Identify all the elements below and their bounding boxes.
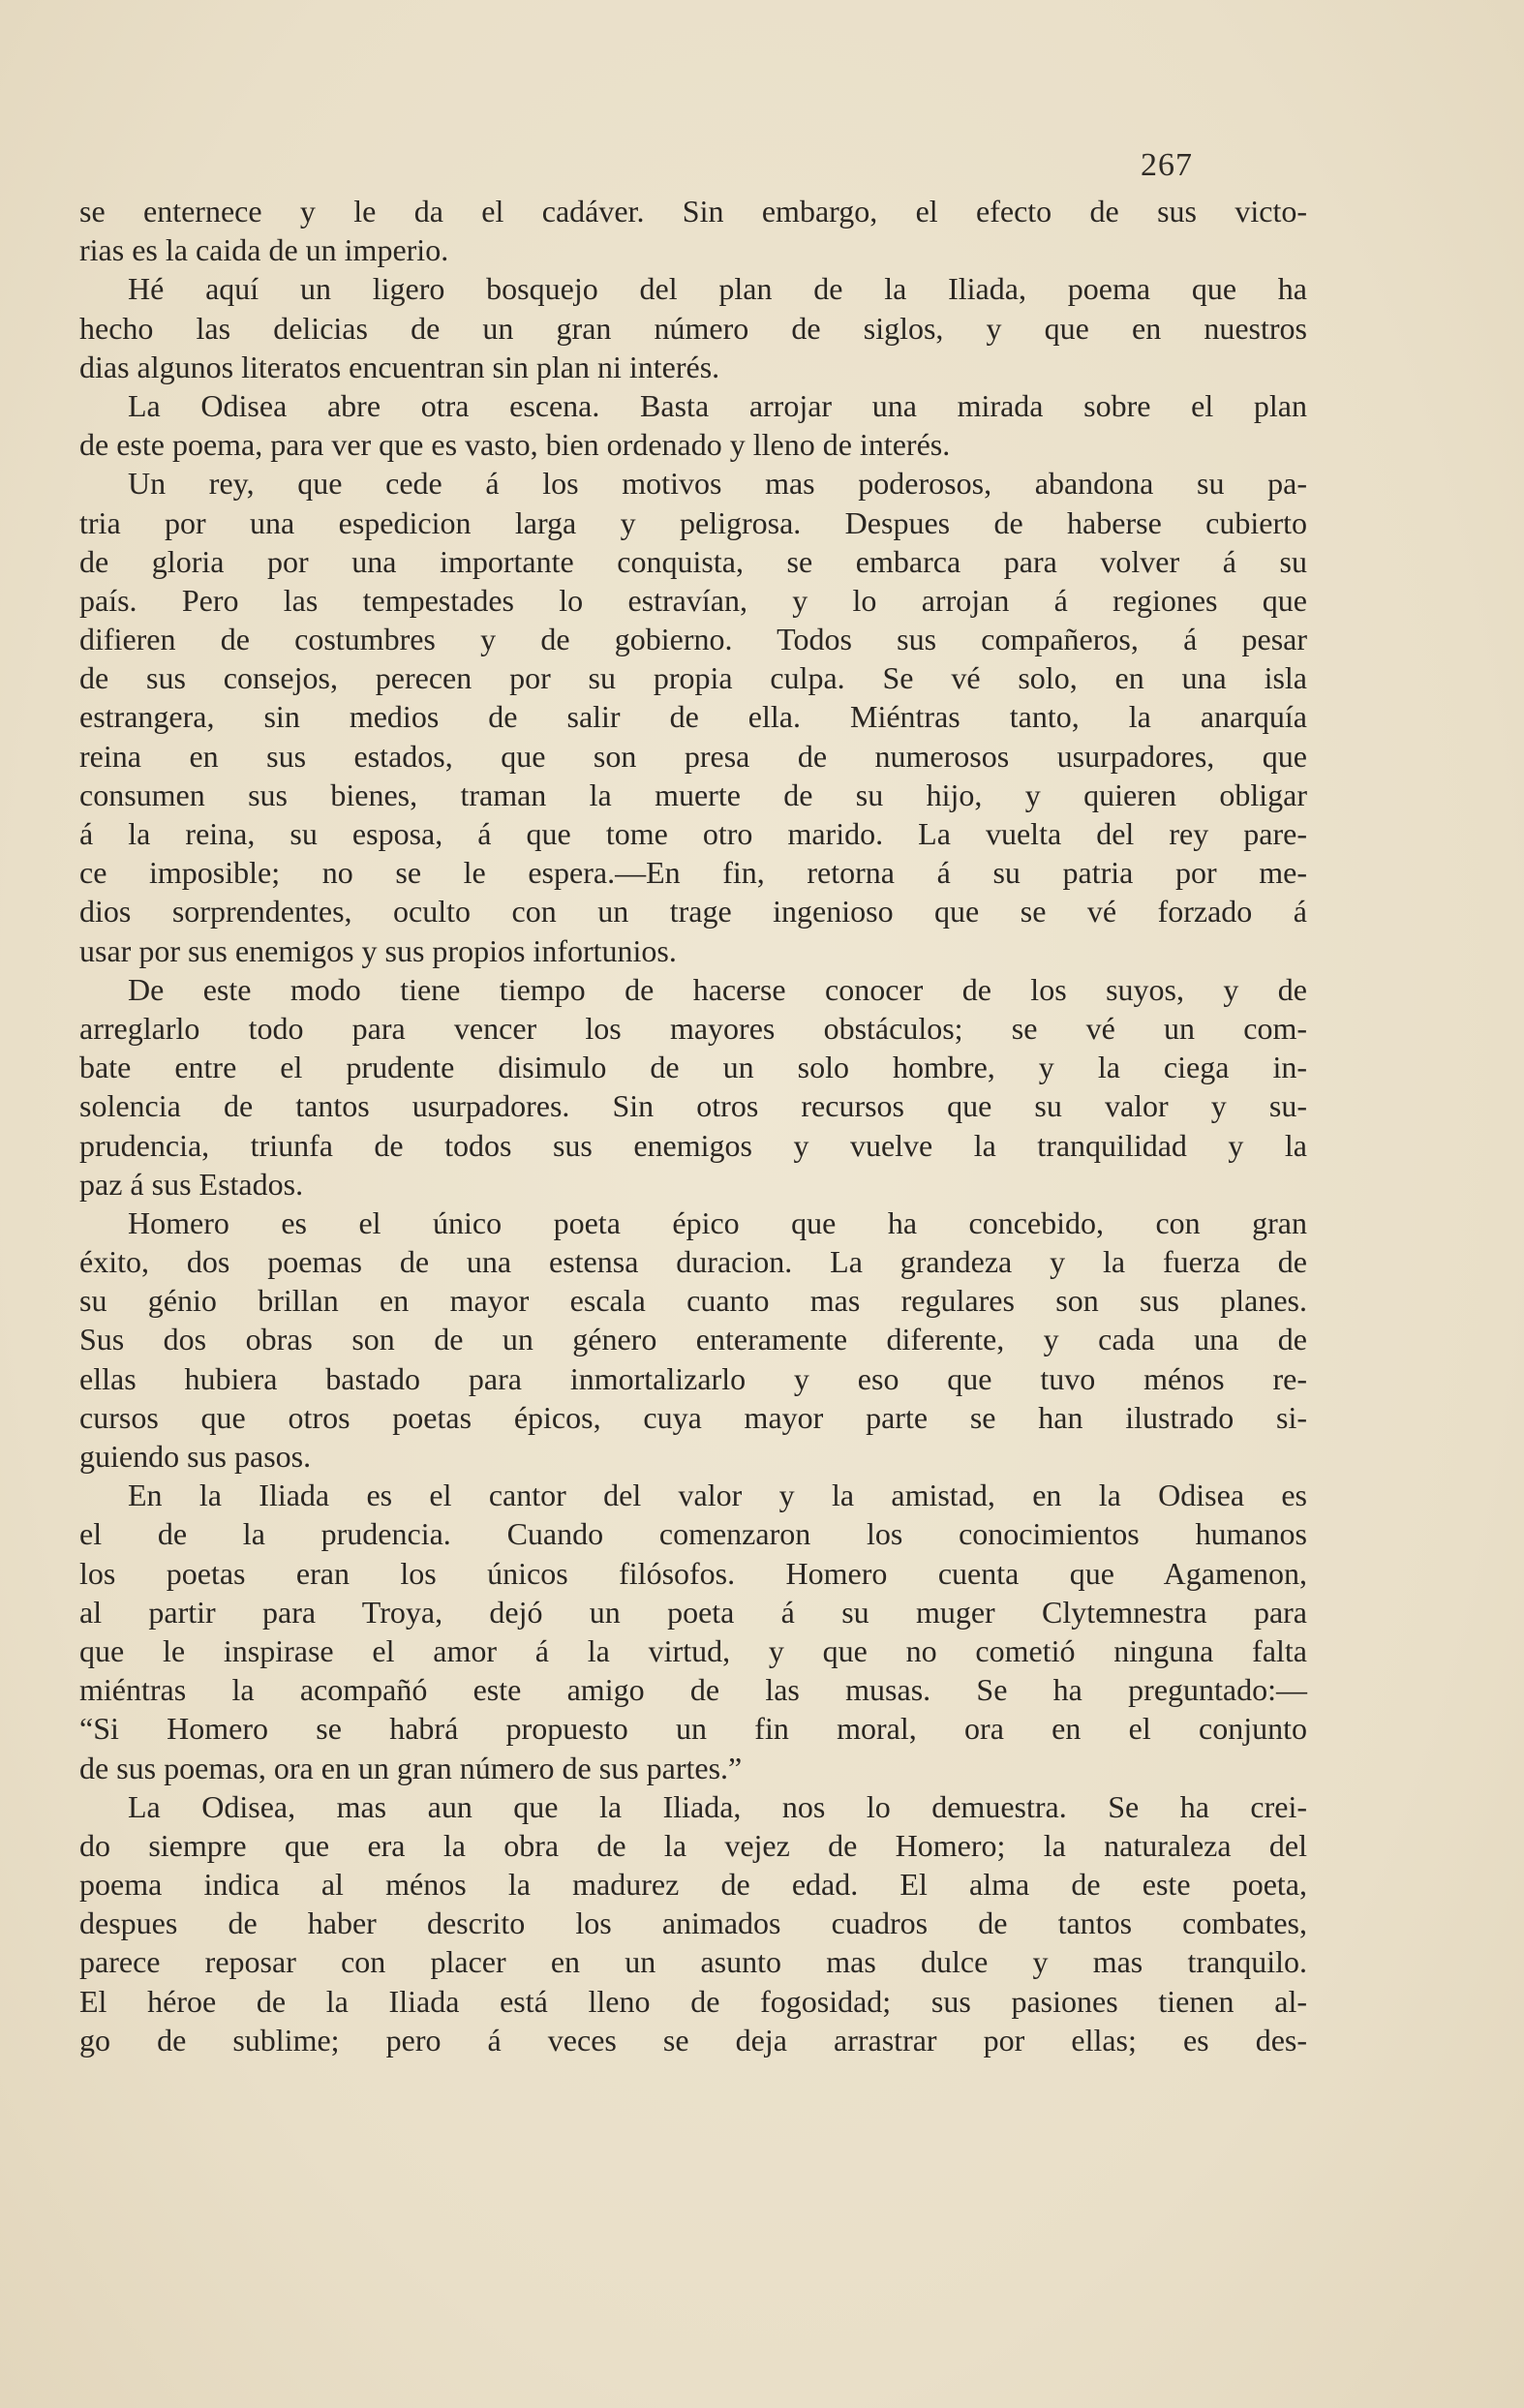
text-line: ellas hubiera bastado para inmortalizarlo y eso que tuvo ménos re- <box>79 1360 1307 1396</box>
page-number: 267 <box>1141 147 1193 183</box>
text-line: En la Iliada es el cantor del valor y la amistad, en la Odisea es <box>128 1478 1307 1513</box>
text-line: de sus poemas, ora en un gran número de sus partes.” <box>79 1750 743 1785</box>
text-line: guiendo sus pasos. <box>79 1439 312 1474</box>
text-line: miéntras la acompañó este amigo de las musas. Se ha preguntado:— <box>79 1672 1307 1708</box>
text-line: bate entre el prudente disimulo de un solo hombre, y la ciega in- <box>79 1050 1307 1085</box>
text-line: el de la prudencia. Cuando comenzaron los conocimientos humanos <box>79 1516 1307 1552</box>
text-line: Homero es el único poeta épico que ha concebido, con gran <box>128 1204 1307 1240</box>
text-line: consumen sus bienes, traman la muerte de su hijo, y quieren obligar <box>79 777 1307 812</box>
text-line: éxito, dos poemas de una estensa duracion. La grandeza y la fuerza de <box>79 1244 1307 1280</box>
text-line: reina en sus estados, que son presa de numerosos usurpadores, que <box>79 738 1307 774</box>
text-line: Sus dos obras son de un género enteramente diferente, y cada una de <box>79 1322 1307 1357</box>
text-line: ce imposible; no se le espera.—En fin, retorna á su patria por me- <box>79 855 1307 891</box>
text-line: Hé aquí un ligero bosquejo del plan de la Iliada, poema que ha <box>128 271 1307 307</box>
text-line: de sus consejos, perecen por su propia culpa. Se vé solo, en una isla <box>79 660 1307 696</box>
text-line: despues de haber descrito los animados cuadros de tantos combates, <box>79 1905 1307 1941</box>
text-line: estrangera, sin medios de salir de ella. Miéntras tanto, la anarquía <box>79 699 1307 735</box>
text-line: rias es la caida de un imperio. <box>79 232 449 268</box>
text-line: La Odisea abre otra escena. Basta arrojar una mirada sobre el plan <box>128 387 1307 423</box>
text-line: país. Pero las tempestades lo estravían, y lo arrojan á regiones que <box>79 582 1307 618</box>
text-line: prudencia, triunfa de todos sus enemigos y vuelve la tranquilidad y la <box>79 1127 1307 1163</box>
text-line: hecho las delicias de un gran número de siglos, y que en nuestros <box>79 310 1307 346</box>
text-line: La Odisea, mas aun que la Iliada, nos lo demuestra. Se ha crei- <box>128 1788 1307 1824</box>
text-line: los poetas eran los únicos filósofos. Homero cuenta que Agamenon, <box>79 1555 1307 1591</box>
text-line: dios sorprendentes, oculto con un trage ingenioso que se vé forzado á <box>79 894 1307 930</box>
text-line: de este poema, para ver que es vasto, bien ordenado y lleno de interés. <box>79 427 951 463</box>
text-line: difieren de costumbres y de gobierno. Todos sus compañeros, á pesar <box>79 622 1307 657</box>
text-line: arreglarlo todo para vencer los mayores obstáculos; se vé un com- <box>79 1010 1307 1046</box>
text-line: go de sublime; pero á veces se deja arrastrar por ellas; es des- <box>79 2022 1307 2057</box>
text-line: se enternece y le da el cadáver. Sin embargo, el efecto de sus victo- <box>79 194 1307 229</box>
text-line: al partir para Troya, dejó un poeta á su muger Clytemnestra para <box>79 1594 1307 1630</box>
text-line: usar por sus enemigos y sus propios infortunios. <box>79 932 677 968</box>
text-line: paz á sus Estados. <box>79 1166 304 1202</box>
text-line: dias algunos literatos encuentran sin plan ni interés. <box>79 349 720 384</box>
text-line: “Si Homero se habrá propuesto un fin moral, ora en el conjunto <box>79 1711 1307 1747</box>
text-line: do siempre que era la obra de la vejez de Homero; la naturaleza del <box>79 1827 1307 1863</box>
text-line: De este modo tiene tiempo de hacerse conocer de los suyos, y de <box>128 971 1307 1007</box>
text-line: tria por una espedicion larga y peligrosa. Despues de haberse cubierto <box>79 504 1307 540</box>
text-line: parece reposar con placer en un asunto mas dulce y mas tranquilo. <box>79 1944 1307 1980</box>
text-line: poema indica al ménos la madurez de edad. El alma de este poeta, <box>79 1867 1307 1903</box>
text-line: solencia de tantos usurpadores. Sin otros recursos que su valor y su- <box>79 1088 1307 1124</box>
body-text <box>79 192 1307 2059</box>
text-line: su génio brillan en mayor escala cuanto mas regulares son sus planes. <box>79 1283 1307 1319</box>
text-line: que le inspirase el amor á la virtud, y que no cometió ninguna falta <box>79 1632 1307 1668</box>
text-line: Un rey, que cede á los motivos mas poderosos, abandona su pa- <box>128 466 1307 502</box>
text-line: á la reina, su esposa, á que tome otro marido. La vuelta del rey pare- <box>79 816 1307 851</box>
text-line: cursos que otros poetas épicos, cuya mayor parte se han ilustrado si- <box>79 1399 1307 1435</box>
text-line: de gloria por una importante conquista, se embarca para volver á su <box>79 543 1307 579</box>
text-line: El héroe de la Iliada está lleno de fogosidad; sus pasiones tienen al- <box>79 1983 1307 2019</box>
